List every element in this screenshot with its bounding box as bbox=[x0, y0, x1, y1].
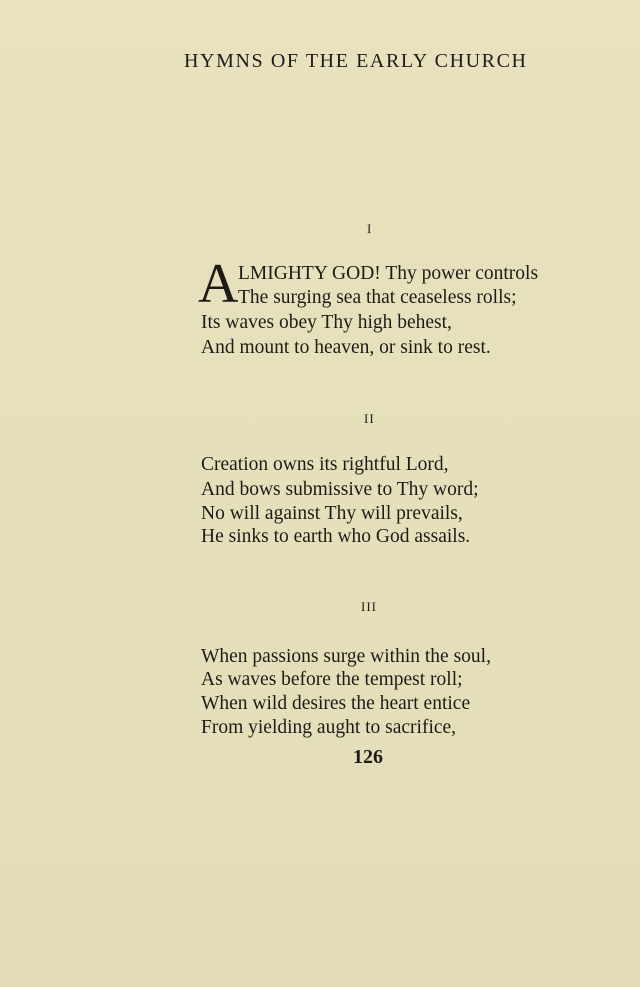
stanza-2-line-3: No will against Thy will prevails, bbox=[201, 503, 463, 524]
drop-cap: A bbox=[198, 253, 239, 315]
stanza-numeral-2: II bbox=[364, 411, 375, 426]
stanza-1-line-1: LMIGHTY GOD! Thy power controls bbox=[238, 263, 539, 284]
running-head: HYMNS OF THE EARLY CHURCH bbox=[184, 50, 528, 72]
stanza-1-line-3: Its waves obey Thy high behest, bbox=[201, 312, 452, 333]
stanza-2-line-2: And bows submissive to Thy word; bbox=[201, 479, 479, 500]
stanza-numeral-1: I bbox=[367, 221, 373, 236]
stanza-3-line-1: When passions surge within the soul, bbox=[201, 646, 491, 667]
stanza-1-line-4: And mount to heaven, or sink to rest. bbox=[201, 337, 491, 358]
stanza-numeral-3: III bbox=[361, 599, 377, 614]
stanza-2-line-4: He sinks to earth who God assails. bbox=[201, 526, 471, 547]
stanza-3-line-2: As waves before the tempest roll; bbox=[201, 669, 463, 690]
page-number: 126 bbox=[353, 746, 383, 768]
stanza-3-line-3: When wild desires the heart entice bbox=[201, 693, 471, 714]
stanza-2-line-1: Creation owns its rightful Lord, bbox=[201, 454, 449, 475]
stanza-3-line-4: From yielding aught to sacrifice, bbox=[201, 717, 457, 738]
stanza-1-line-2: The surging sea that ceaseless rolls; bbox=[238, 287, 517, 308]
